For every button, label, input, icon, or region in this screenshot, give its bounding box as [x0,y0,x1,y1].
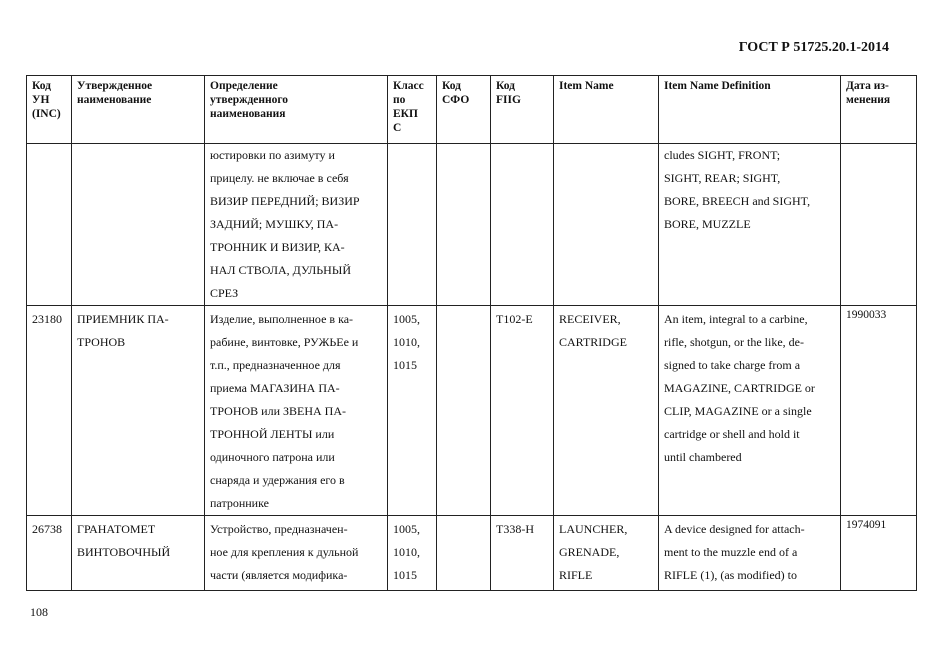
cell-line: т.п., предназначенное для [210,358,341,372]
cell-line: Код [32,80,52,92]
cell-line: LAUNCHER, [559,522,628,536]
cell-line: ТРОНОВ [77,335,126,349]
cell-line: (INC) [32,108,61,120]
cell-line: rifle, shotgun, or the like, de- [664,335,804,349]
cell-line: ТРОННИК И ВИЗИР, КА- [210,240,345,254]
item-definition-cell [659,516,841,591]
cell-line: НАЛ СТВОЛА, ДУЛЬНЫЙ [210,263,351,277]
header-definition [205,76,388,144]
cell-line: ВИНТОВОЧНЫЙ [77,545,171,559]
cell-line: ЕКП [393,108,418,120]
cell-line: Утвержденное [77,80,153,92]
date-cell [841,516,917,591]
cell-line: прицелу. не включае в себя [210,171,349,185]
cell-line: 1010, [393,335,420,349]
cell-line: T102-E [496,312,533,326]
cell-line: cartridge or shell and hold it [664,427,800,441]
cell-line: Изделие, выполненное в ка- [210,312,354,326]
sfo-cell [437,144,491,306]
cell-line: CARTRIDGE [559,335,627,349]
cell-line: ВИЗИР ПЕРЕДНИЙ; ВИЗИР [210,194,360,208]
class-cell [388,306,437,516]
cell-line: ГРАНАТОМЕТ [77,522,156,536]
cell-line: юстировки по азимуту и [210,148,335,162]
fiig-cell [491,306,554,516]
cell-line: 26738 [32,522,62,536]
cell-line: наименование [77,94,152,106]
table-body [27,144,917,591]
cell-line: ment to the muzzle end of a [664,545,798,559]
cell-line: 1974091 [846,519,887,531]
item-name-cell [554,306,659,516]
header-inc [27,76,72,144]
cell-line: RIFLE (1), (as modified) to [664,568,797,582]
document-code: ГОСТ Р 51725.20.1-2014 [738,40,889,55]
cell-line: BORE, MUZZLE [664,217,751,231]
cell-line: 1010, [393,545,420,559]
cell-line: RECEIVER, [559,312,621,326]
cell-line: BORE, BREECH and SIGHT, [664,194,811,208]
catalog-table [26,75,917,591]
class-cell [388,516,437,591]
cell-line: менения [846,94,891,106]
cell-line: Устройство, предназначен- [210,522,348,536]
cell-line: Item Name Definition [664,80,771,92]
header-change-date [841,76,917,144]
cell-line: An item, integral to a carbine, [664,312,808,326]
cell-line: патроннике [210,496,269,510]
cell-line: MAGAZINE, CARTRIDGE or [664,381,815,395]
cell-line: одиночного патрона или [210,450,335,464]
item-definition-cell [659,144,841,306]
cell-line: ТРОНОВ или ЗВЕНА ПА- [210,404,346,418]
inc-cell [27,306,72,516]
inc-cell [27,516,72,591]
cell-line: по [393,94,406,106]
header-class [388,76,437,144]
cell-line: утвержденного [210,94,289,106]
cell-line: T338-H [496,522,534,536]
cell-line: CLIP, MAGAZINE or a single [664,404,812,418]
cell-line: Определение [210,80,278,92]
date-cell [841,306,917,516]
cell-line: УН [32,94,50,106]
cell-line: Item Name [559,80,614,92]
inc-cell [27,144,72,306]
name-cell [72,516,205,591]
cell-line: приема МАГАЗИНА ПА- [210,381,340,395]
cell-line: СРЕЗ [210,286,239,300]
item-definition-cell [659,306,841,516]
cell-line: части (является модифика- [210,568,348,582]
cell-line: cludes SIGHT, FRONT; [664,148,781,162]
item-name-cell [554,144,659,306]
cell-line: Дата из- [846,80,889,92]
cell-line: Класс [393,80,424,92]
name-cell [72,144,205,306]
cell-line: 1015 [393,568,417,582]
cell-line: ТРОННОЙ ЛЕНТЫ или [210,427,335,441]
cell-line: Код [442,80,462,92]
definition-cell [205,516,388,591]
page-number: 108 [30,605,48,619]
cell-line: ЗАДНИЙ; МУШКУ, ПА- [210,217,339,231]
table-row [27,516,917,591]
definition-cell [205,144,388,306]
fiig-cell [491,516,554,591]
table-row [27,306,917,516]
cell-line: RIFLE [559,568,593,582]
cell-line: Код [496,80,516,92]
cell-line: 1015 [393,358,417,372]
cell-line: наименования [210,108,286,120]
header-item-definition [659,76,841,144]
sfo-cell [437,306,491,516]
sfo-cell [437,516,491,591]
date-cell [841,144,917,306]
fiig-cell [491,144,554,306]
name-cell [72,306,205,516]
cell-line: 1990033 [846,309,887,321]
cell-line: until chambered [664,450,742,464]
item-name-cell [554,516,659,591]
cell-line: СФО [442,94,470,106]
cell-line: 1005, [393,522,420,536]
cell-line: signed to take charge from a [664,358,801,372]
cell-line: снаряда и удержания его в [210,473,345,487]
cell-line: GRENADE, [559,545,620,559]
table-row [27,144,917,306]
cell-line: С [393,122,402,134]
header-item-name [554,76,659,144]
cell-line: SIGHT, REAR; SIGHT, [664,171,781,185]
class-cell [388,144,437,306]
cell-line: FIIG [496,94,521,106]
cell-line: ПРИЕМНИК ПА- [77,312,169,326]
header-row [27,76,917,144]
header-sfo [437,76,491,144]
definition-cell [205,306,388,516]
cell-line: A device designed for attach- [664,522,805,536]
cell-line: 1005, [393,312,420,326]
cell-line: рабине, винтовке, РУЖЬЕе и [210,335,359,349]
header-approved-name [72,76,205,144]
cell-line: ное для крепления к дульной [210,545,359,559]
header-fiig [491,76,554,144]
cell-line: 23180 [32,312,62,326]
